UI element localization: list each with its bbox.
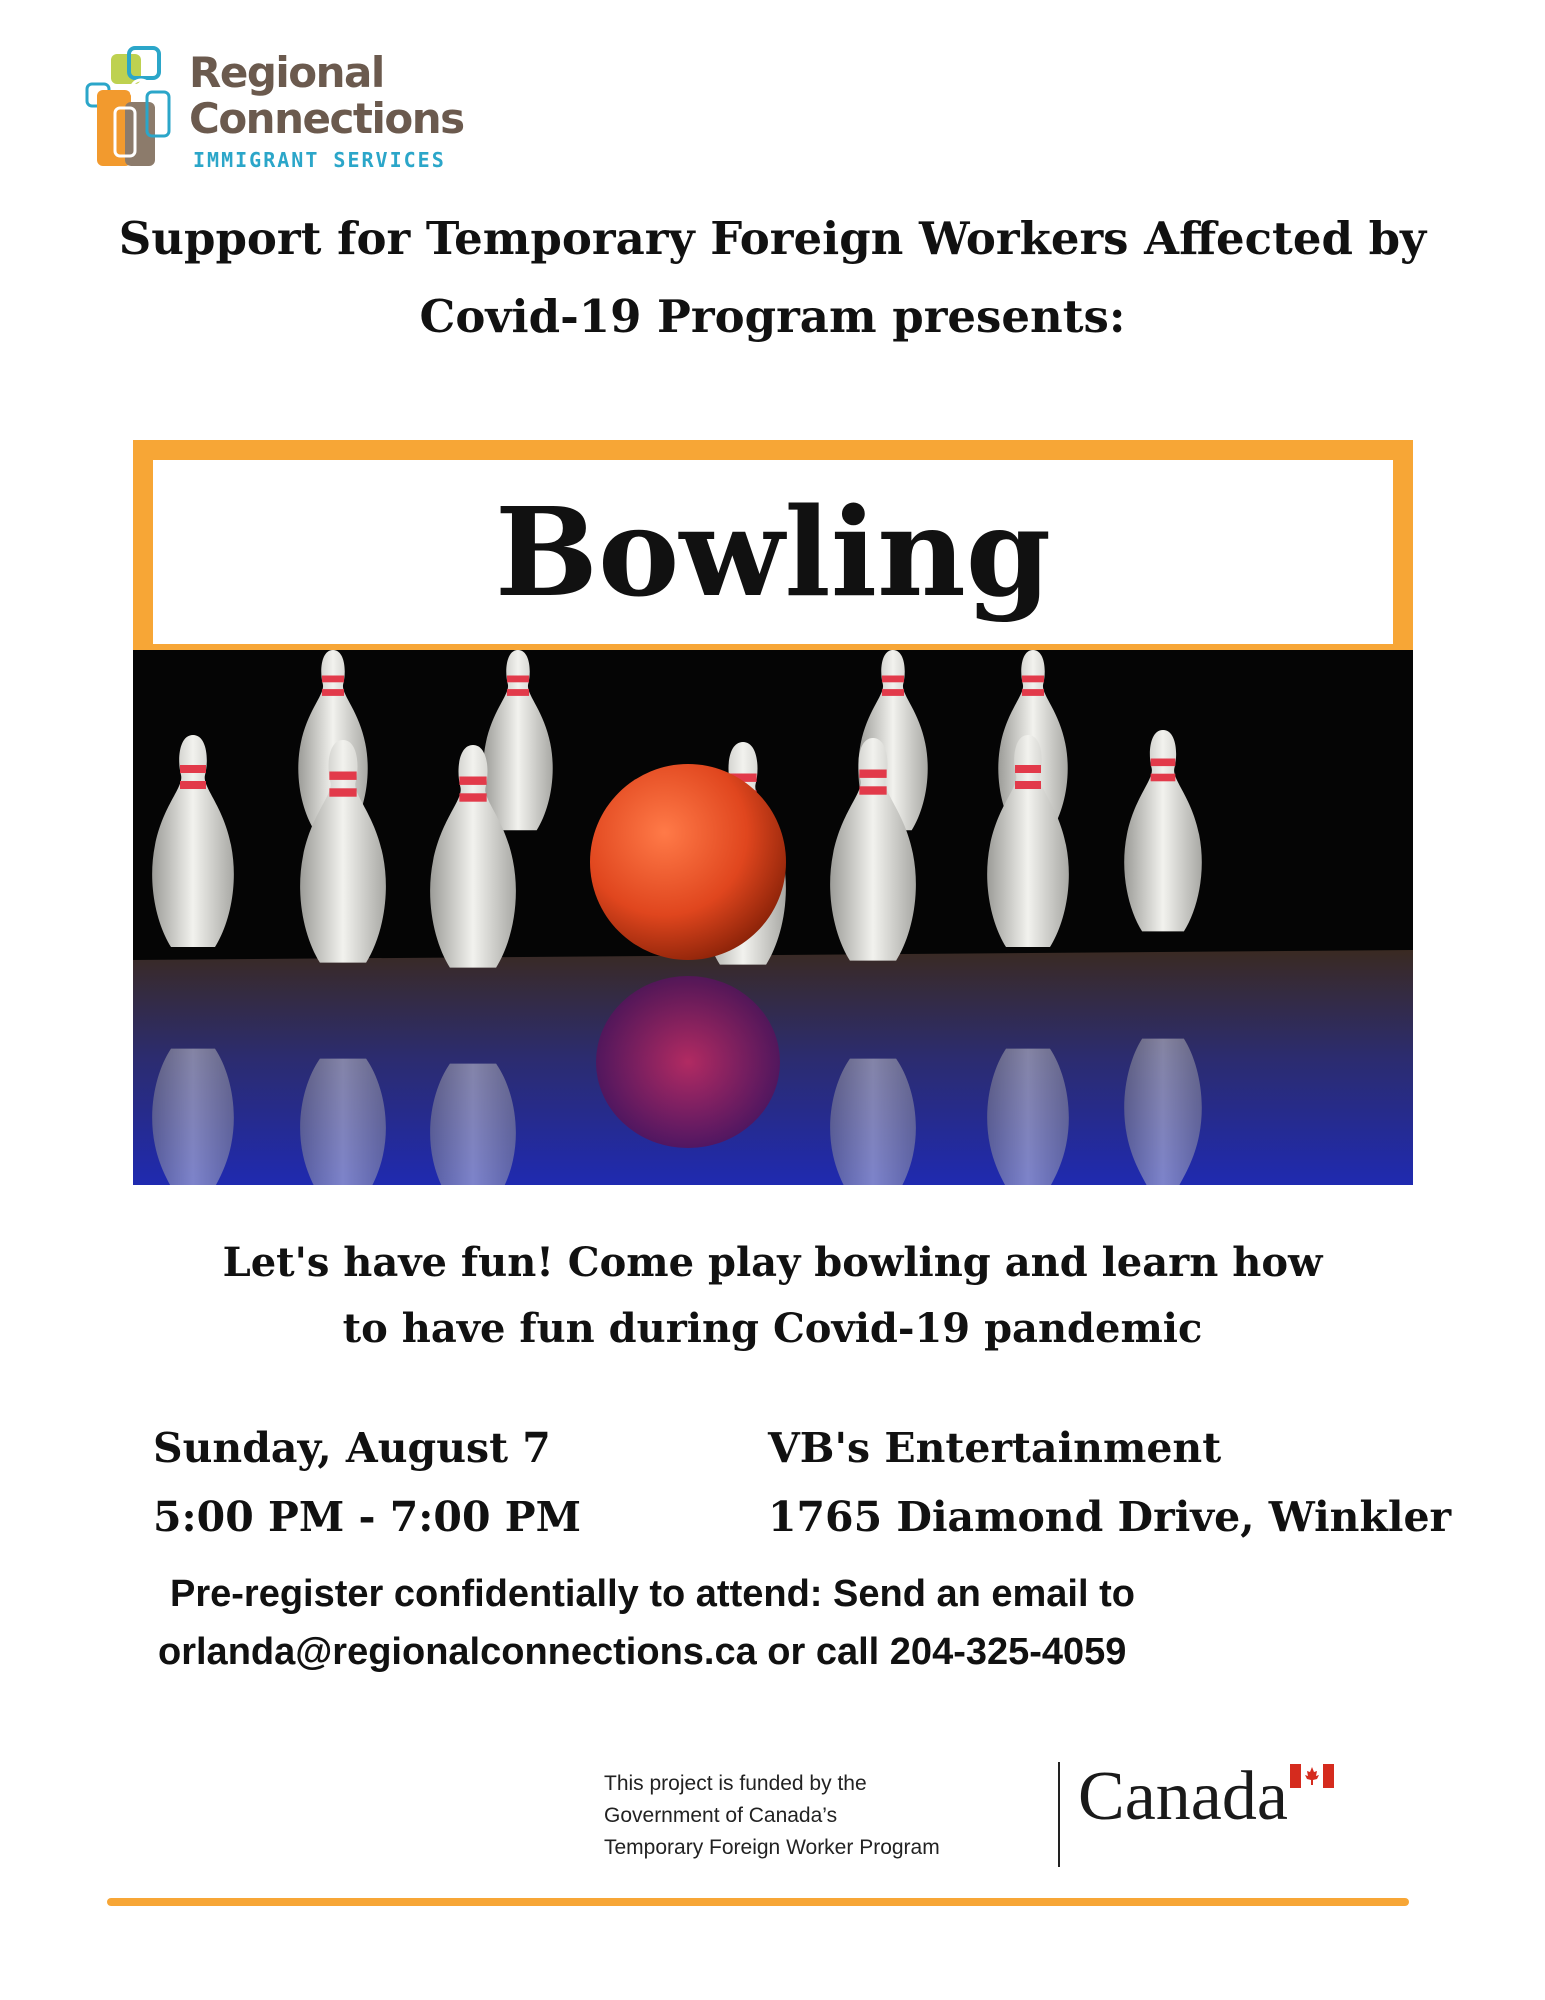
registration-line1: Pre-register confidentially to attend: Send an email to [170,1573,1135,1615]
funding-notice [604,1768,1024,1864]
event-date: Sunday, August 7 [153,1424,551,1472]
logo-name-line2: Connections [189,94,464,143]
description-line1: Let's have fun! Come play bowling and learn how [222,1239,1323,1286]
event-title: Bowling [494,480,1052,624]
canada-flag-icon [1290,1764,1334,1788]
logo-tagline: IMMIGRANT SERVICES [193,148,446,172]
event-venue: VB's Entertainment [768,1424,1222,1472]
event-description [100,1230,1445,1362]
funding-line2: Government of Canada’s [604,1804,838,1827]
regional-connections-logo [85,46,485,176]
logo-people-icon [85,46,185,176]
funding-divider [1058,1762,1060,1867]
program-headline [60,200,1485,356]
headline-line2: Covid-19 Program presents: [419,290,1126,343]
description-line2: to have fun during Covid-19 pandemic [342,1305,1203,1352]
funding-line3: Temporary Foreign Worker Program [604,1836,940,1859]
headline-line1: Support for Temporary Foreign Workers Affected by [118,212,1427,265]
bottom-accent-rule [107,1898,1409,1906]
registration-contact: orlanda@regionalconnections.ca or call 204-325-4059 [158,1631,1127,1673]
funding-line1: This project is funded by the [604,1772,867,1795]
event-title-panel [153,460,1393,644]
bowling-photo [133,650,1413,1185]
event-time: 5:00 PM - 7:00 PM [153,1493,581,1541]
logo-name-line1: Regional [189,48,384,97]
canada-wordmark-text: Canada [1078,1758,1288,1835]
bowling-pins-image [133,650,1413,1185]
canada-wordmark [1078,1758,1338,1842]
event-title-frame [133,440,1413,650]
event-address: 1765 Diamond Drive, Winkler [768,1493,1452,1541]
